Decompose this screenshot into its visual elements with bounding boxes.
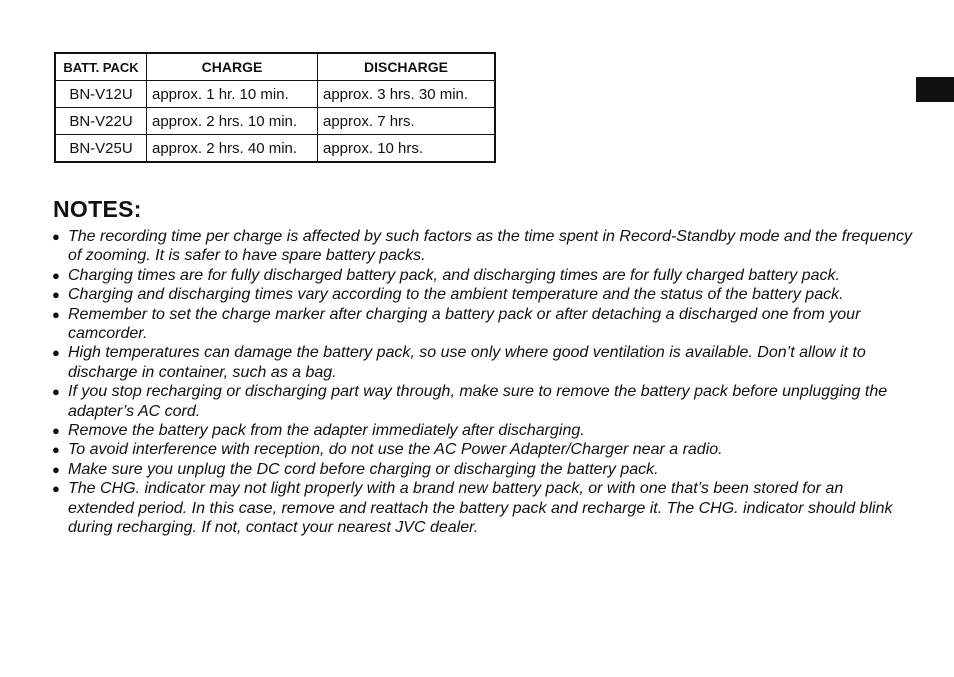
bullet-icon: ● [52,306,60,322]
note-text: Remove the battery pack from the adapter immediately after discharging. [68,422,585,440]
list-item [52,440,912,459]
note-text: Make sure you unplug the DC cord before charging or discharging the battery pack. [68,460,659,478]
cell-charge-time: approx. 2 hrs. 10 min. [147,108,318,135]
header-batt-pack: BATT. PACK [55,53,147,81]
list-item [52,421,912,440]
cell-model: BN-V12U [55,81,147,108]
cell-model: BN-V22U [55,108,147,135]
table-row [55,81,495,108]
list-item [52,479,912,537]
list-item [52,266,912,285]
cell-discharge-time: approx. 10 hrs. [318,135,496,163]
table-row [55,108,495,135]
bullet-icon: ● [52,267,60,283]
note-text: The CHG. indicator may not light properly with a brand new battery pack, or with one that’s been stored for an extended period. In this case, remove and reattach the battery pack and recharge it. The CHG. indicator should blink during recharging. If not, contact your nearest JVC dealer. [68,480,893,537]
cell-charge-time: approx. 2 hrs. 40 min. [147,135,318,163]
list-item [52,382,912,421]
notes-list [52,227,912,538]
note-text: Charging times are for fully discharged battery pack, and discharging times are for fully charged battery pack. [68,266,840,284]
bullet-icon: ● [52,442,60,458]
bullet-icon: ● [52,481,60,497]
battery-pack-table [54,52,496,163]
cell-model: BN-V25U [55,135,147,163]
bullet-icon: ● [52,423,60,439]
bullet-icon: ● [52,287,60,303]
list-item [52,285,912,304]
note-text: The recording time per charge is affected by such factors as the time spent in Record-Standby mode and the frequency of zooming. It is safer to have spare battery packs. [68,228,913,265]
cell-discharge-time: approx. 7 hrs. [318,108,496,135]
note-text: Remember to set the charge marker after charging a battery pack or after detaching a discharged one from your camcorder. [68,305,861,343]
cell-charge-time: approx. 1 hr. 10 min. [147,81,318,108]
note-text: To avoid interference with reception, do not use the AC Power Adapter/Charger near a radio. [68,441,723,459]
note-text: High temperatures can damage the battery pack, so use only where good ventilation is available. Don’t allow it to discharge in container, such as a bag. [68,344,866,381]
bullet-icon: ● [52,384,60,400]
list-item [52,460,912,479]
bullet-icon: ● [52,461,60,477]
note-text: If you stop recharging or discharging part way through, make sure to remove the battery pack before unplugging the adapter’s AC cord. [68,383,888,420]
header-charge: CHARGE [147,53,318,81]
list-item [52,227,912,266]
note-text: Charging and discharging times vary according to the ambient temperature and the status of the battery pack. [68,286,844,304]
bullet-icon: ● [52,229,60,244]
header-discharge: DISCHARGE [318,53,496,81]
table-row [55,135,495,163]
list-item [52,343,912,382]
list-item [52,305,912,344]
table-header-row [55,53,495,81]
bullet-icon: ● [52,345,60,361]
notes-heading: NOTES: [53,196,142,222]
section-tab-marker [916,77,954,102]
cell-discharge-time: approx. 3 hrs. 30 min. [318,81,496,108]
